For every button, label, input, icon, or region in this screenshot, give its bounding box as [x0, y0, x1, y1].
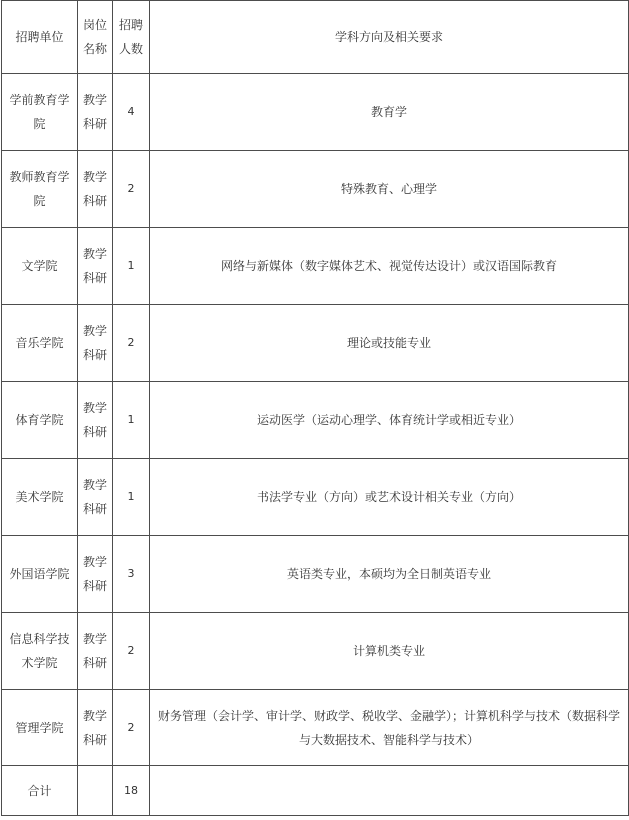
- cell-count: 2: [113, 690, 150, 766]
- header-requirements: 学科方向及相关要求: [150, 1, 629, 74]
- cell-position: 教学科研: [78, 613, 113, 690]
- table-row: [2, 690, 629, 766]
- header-unit: 招聘单位: [2, 1, 78, 74]
- table-total-row: [2, 766, 629, 816]
- total-position: [78, 766, 113, 816]
- cell-unit: 教师教育学院: [2, 151, 78, 228]
- cell-count: 1: [113, 382, 150, 459]
- cell-requirements: 网络与新媒体（数字媒体艺术、视觉传达设计）或汉语国际教育: [150, 228, 629, 305]
- cell-position: 教学科研: [78, 228, 113, 305]
- cell-position: 教学科研: [78, 690, 113, 766]
- cell-position: 教学科研: [78, 459, 113, 536]
- table-row: [2, 382, 629, 459]
- cell-requirements: 书法学专业（方向）或艺术设计相关专业（方向）: [150, 459, 629, 536]
- cell-unit: 信息科学技术学院: [2, 613, 78, 690]
- table-row: [2, 536, 629, 613]
- cell-count: 1: [113, 459, 150, 536]
- cell-count: 2: [113, 613, 150, 690]
- cell-unit: 学前教育学院: [2, 74, 78, 151]
- cell-unit: 外国语学院: [2, 536, 78, 613]
- cell-position: 教学科研: [78, 305, 113, 382]
- cell-count: 1: [113, 228, 150, 305]
- cell-count: 2: [113, 151, 150, 228]
- cell-count: 3: [113, 536, 150, 613]
- cell-position: 教学科研: [78, 382, 113, 459]
- cell-unit: 体育学院: [2, 382, 78, 459]
- table-header-row: [2, 1, 629, 74]
- cell-count: 4: [113, 74, 150, 151]
- cell-unit: 管理学院: [2, 690, 78, 766]
- recruitment-table: [1, 0, 629, 816]
- table-row: [2, 459, 629, 536]
- cell-requirements: 计算机类专业: [150, 613, 629, 690]
- total-count: 18: [113, 766, 150, 816]
- cell-requirements: 英语类专业，本硕均为全日制英语专业: [150, 536, 629, 613]
- cell-requirements: 教育学: [150, 74, 629, 151]
- total-requirements: [150, 766, 629, 816]
- header-position: 岗位名称: [78, 1, 113, 74]
- table-row: [2, 305, 629, 382]
- total-label: 合计: [2, 766, 78, 816]
- cell-requirements: 理论或技能专业: [150, 305, 629, 382]
- cell-unit: 美术学院: [2, 459, 78, 536]
- cell-unit: 文学院: [2, 228, 78, 305]
- table-row: [2, 74, 629, 151]
- table-row: [2, 151, 629, 228]
- cell-position: 教学科研: [78, 74, 113, 151]
- table-row: [2, 613, 629, 690]
- cell-unit: 音乐学院: [2, 305, 78, 382]
- cell-requirements: 财务管理（会计学、审计学、财政学、税收学、金融学）；计算机科学与技术（数据科学与大数据技术、智能科学与技术）: [150, 690, 629, 766]
- header-count: 招聘人数: [113, 1, 150, 74]
- cell-position: 教学科研: [78, 536, 113, 613]
- cell-requirements: 运动医学（运动心理学、体育统计学或相近专业）: [150, 382, 629, 459]
- cell-position: 教学科研: [78, 151, 113, 228]
- table-row: [2, 228, 629, 305]
- cell-requirements: 特殊教育、心理学: [150, 151, 629, 228]
- cell-count: 2: [113, 305, 150, 382]
